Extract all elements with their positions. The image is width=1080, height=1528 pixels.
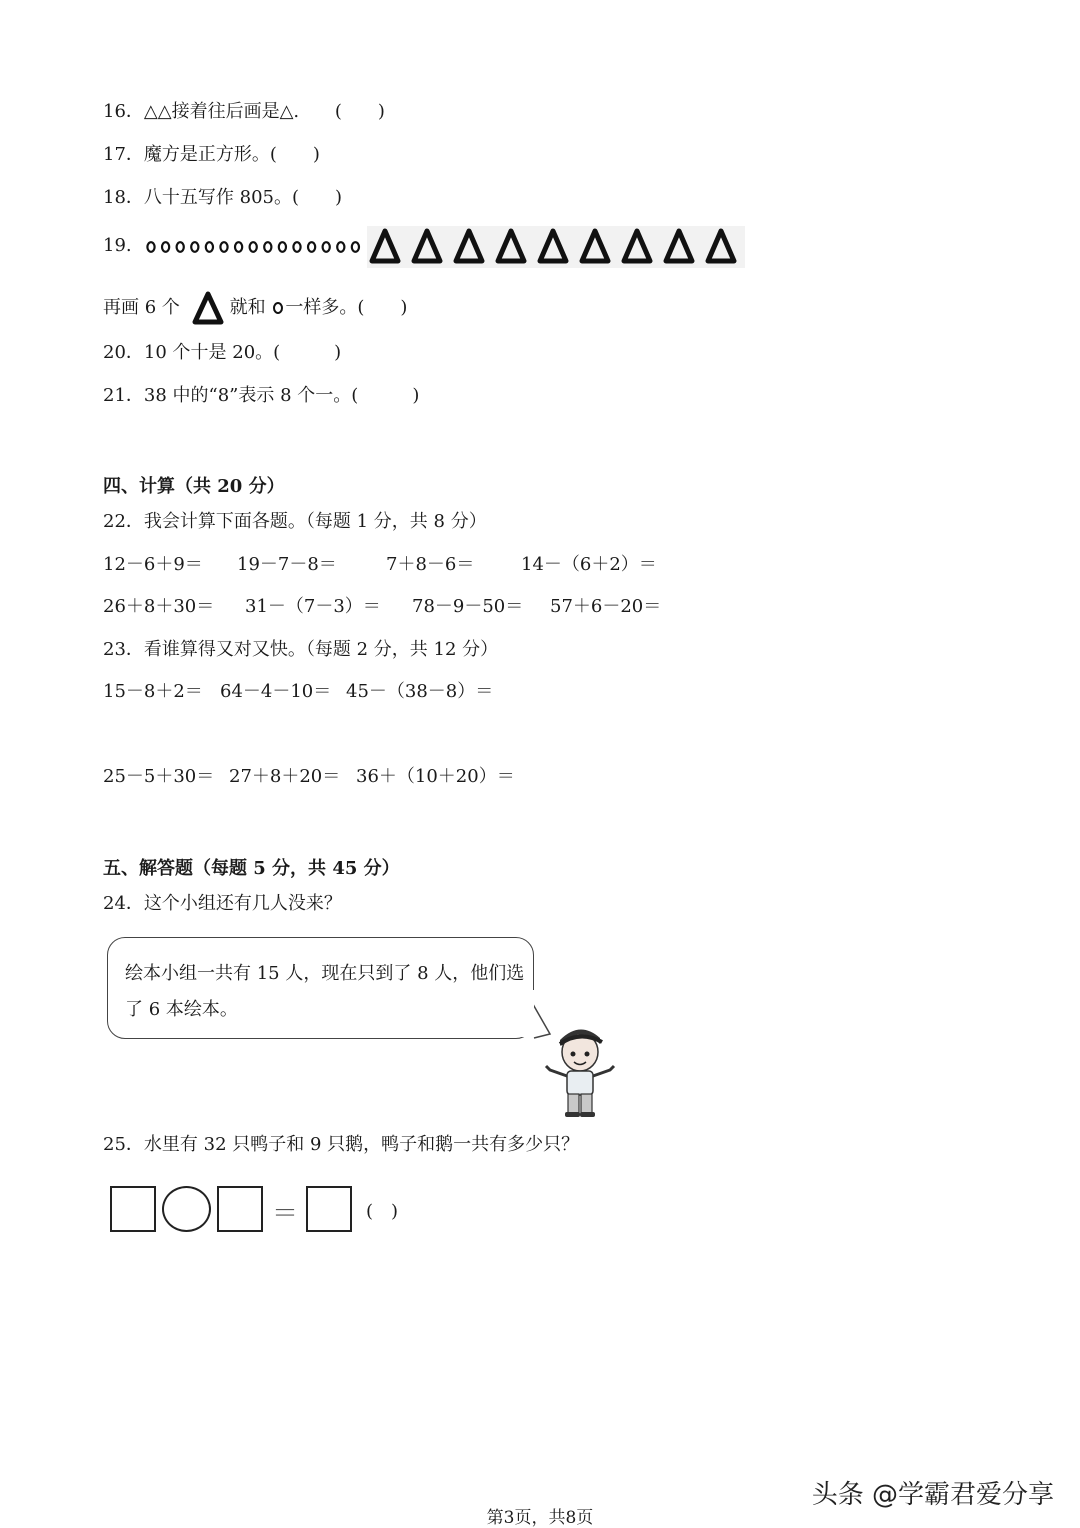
section-4-title: 四、计算（共 20 分） bbox=[103, 476, 285, 497]
circle-icon bbox=[220, 242, 227, 252]
equals-sign: ＝ bbox=[272, 1199, 299, 1229]
calc-23-5: 27＋8＋20＝ bbox=[229, 766, 341, 787]
question-19-before: 再画 6 个 bbox=[103, 297, 180, 318]
circle-icon bbox=[264, 242, 271, 252]
answer-box-1[interactable] bbox=[110, 1186, 156, 1232]
question-19-line2 bbox=[103, 291, 407, 325]
calc-22-2: 19－7－8＝ bbox=[237, 554, 337, 575]
calc-22-7: 78－9－50＝ bbox=[412, 596, 524, 617]
answer-paren-18[interactable]: ( ) bbox=[291, 187, 343, 208]
question-20 bbox=[103, 341, 341, 365]
answer-box-2[interactable] bbox=[217, 1186, 263, 1232]
speech-bubble bbox=[107, 937, 534, 1039]
calc-23-2: 64－4－10＝ bbox=[220, 681, 332, 702]
circle-icon bbox=[323, 242, 330, 252]
circle-icon bbox=[206, 242, 213, 252]
question-19-number: 19. bbox=[103, 235, 132, 256]
question-18-text: 18．八十五写作 805。 bbox=[103, 187, 292, 208]
triangle-icon bbox=[192, 291, 224, 325]
question-22-text: 22．我会计算下面各题。（每题 1 分，共 8 分） bbox=[103, 511, 487, 532]
question-24-text: 24．这个小组还有几人没来？ bbox=[103, 893, 342, 914]
answer-paren-25[interactable]: ( ) bbox=[366, 1201, 399, 1222]
calc-22-3: 7＋8－6＝ bbox=[386, 554, 475, 575]
circle-icon bbox=[272, 301, 284, 315]
answer-box-3[interactable] bbox=[306, 1186, 352, 1232]
question-21 bbox=[103, 384, 419, 408]
question-25-text: 25．水里有 32 只鸭子和 9 只鹅，鸭子和鹅一共有多少只？ bbox=[103, 1134, 580, 1155]
calc-22-5: 26＋8＋30＝ bbox=[103, 596, 215, 617]
answer-paren-19[interactable]: ( ) bbox=[357, 297, 408, 318]
question-16-text: 16．△△接着往后画是△. bbox=[103, 101, 300, 122]
calc-22-8: 57＋6－20＝ bbox=[550, 596, 662, 617]
answer-paren-17[interactable]: ( ) bbox=[269, 144, 320, 165]
circle-icon bbox=[250, 242, 257, 252]
watermark: 头条 @学霸君爱分享 bbox=[811, 1480, 1054, 1510]
circle-icon bbox=[191, 242, 198, 252]
calc-23-6: 36＋（10＋20）＝ bbox=[356, 766, 515, 787]
calc-23-4: 25－5＋30＝ bbox=[103, 766, 215, 787]
calc-22-1: 12－6＋9＝ bbox=[103, 554, 203, 575]
question-19-after: 一样多。 bbox=[285, 297, 358, 318]
section-5-title: 五、解答题（每题 5 分，共 45 分） bbox=[103, 858, 400, 879]
question-16 bbox=[103, 100, 385, 124]
circle-icon bbox=[293, 242, 300, 252]
question-17-text: 17．魔方是正方形。 bbox=[103, 144, 270, 165]
circle-icon bbox=[235, 242, 242, 252]
answer-paren-20[interactable]: ( ) bbox=[273, 342, 342, 363]
circle-icon bbox=[177, 242, 184, 252]
answer-paren-21[interactable]: ( ) bbox=[351, 385, 420, 406]
answer-paren-16[interactable]: ( ) bbox=[334, 101, 385, 122]
operator-circle[interactable] bbox=[162, 1186, 211, 1232]
boy-illustration bbox=[540, 1026, 620, 1118]
circle-icon bbox=[308, 242, 315, 252]
circle-icon bbox=[352, 242, 359, 252]
calc-22-6: 31－（7－3）＝ bbox=[245, 596, 381, 617]
circle-icon bbox=[279, 242, 286, 252]
question-20-text: 20．10 个十是 20。 bbox=[103, 342, 274, 363]
calc-22-4: 14－（6＋2）＝ bbox=[521, 554, 657, 575]
circle-icon bbox=[162, 242, 169, 252]
page-footer: 第3页，共8页 bbox=[486, 1508, 594, 1528]
question-18 bbox=[103, 186, 342, 210]
question-17 bbox=[103, 143, 320, 167]
question-19-figure bbox=[145, 226, 745, 268]
circle-icon bbox=[337, 242, 344, 252]
question-21-text: 21．38 中的“8”表示 8 个一。 bbox=[103, 385, 352, 406]
question-23-text: 23．看谁算得又对又快。（每题 2 分，共 12 分） bbox=[103, 639, 499, 660]
question-19-middle: 就和 bbox=[229, 297, 266, 318]
speech-bubble-text: 绘本小组一共有 15 人，现在只到了 8 人，他们选了 6 本绘本。 bbox=[125, 963, 525, 1020]
calc-23-3: 45－（38－8）＝ bbox=[346, 681, 494, 702]
circle-icon bbox=[147, 242, 154, 252]
calc-23-1: 15－8＋2＝ bbox=[103, 681, 203, 702]
